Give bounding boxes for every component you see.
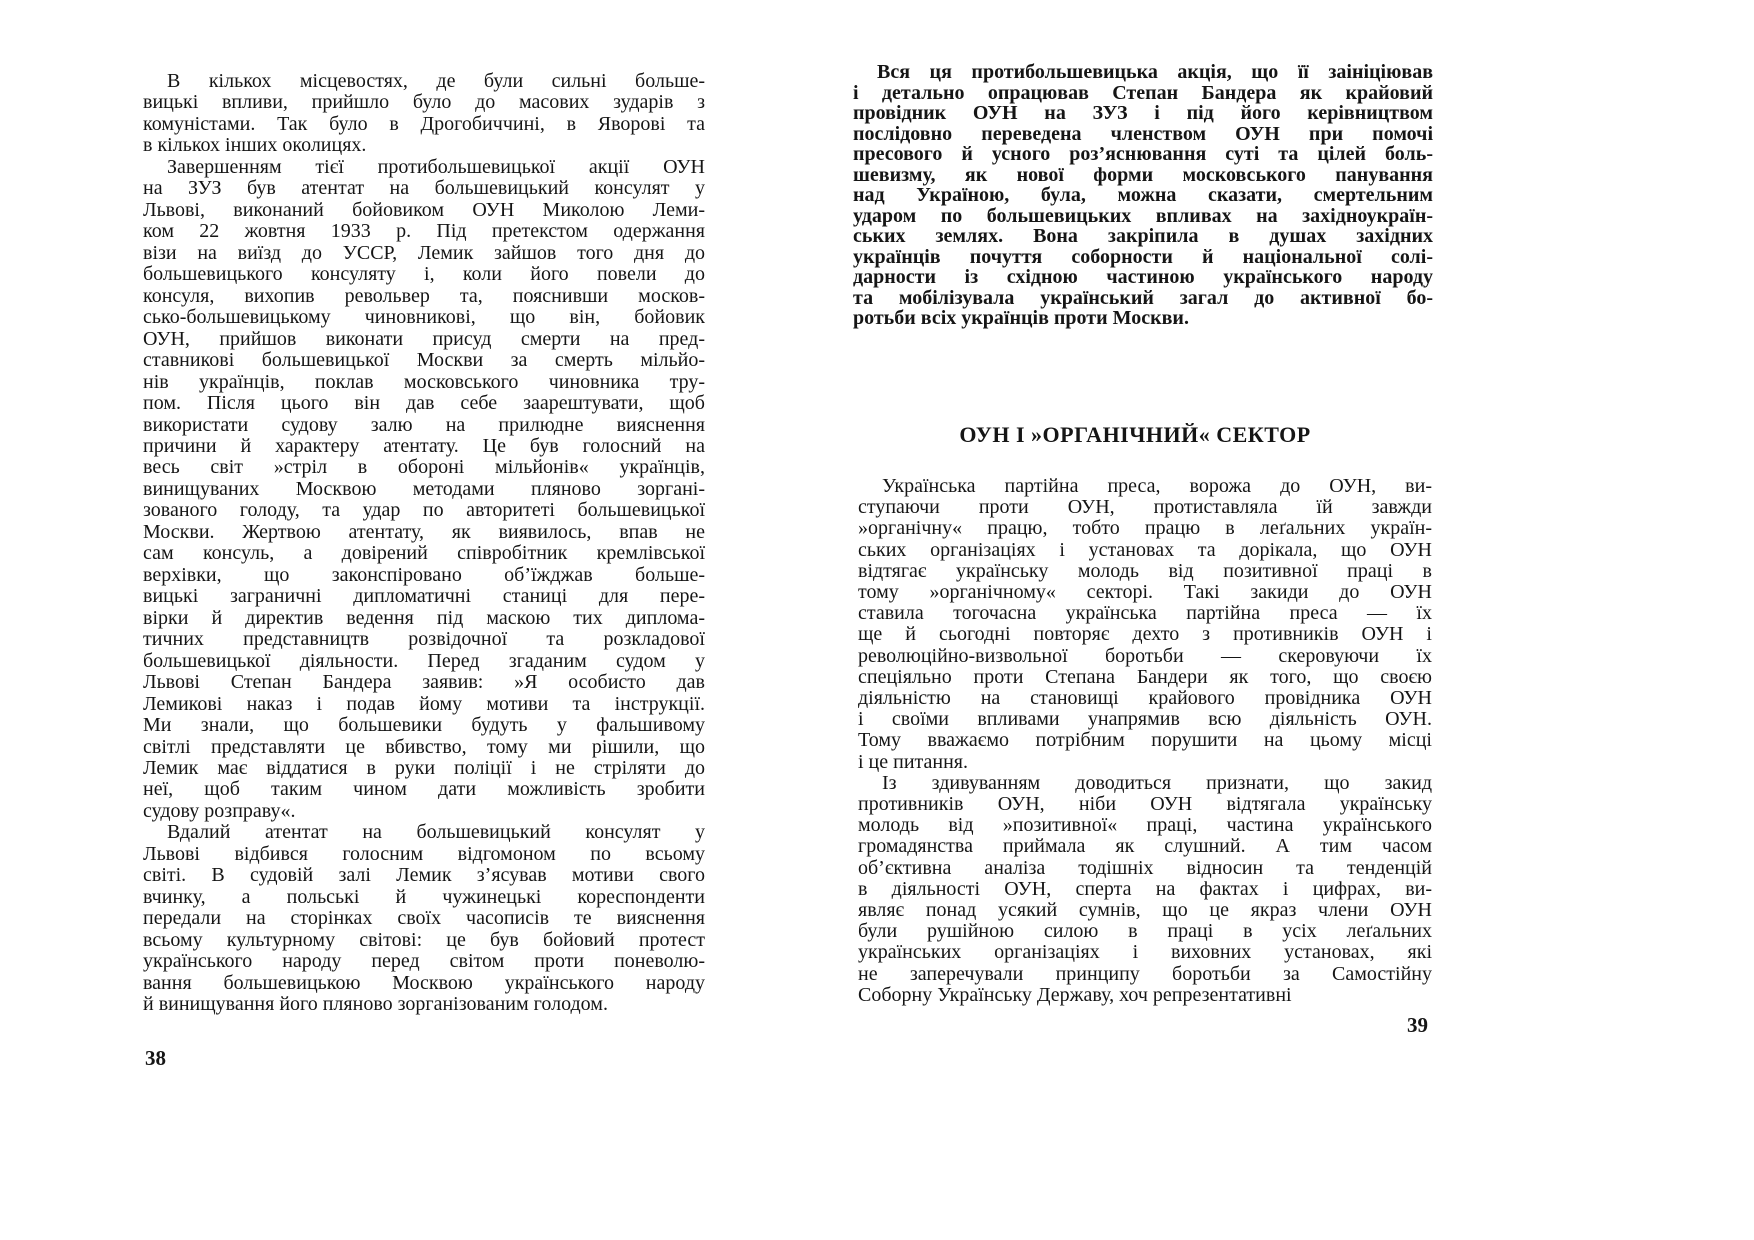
text-line: провідник ОУН на ЗУЗ і під його керівництвом	[853, 102, 1433, 124]
text-line: зованого голоду, та удар по авторитеті большевицької	[143, 499, 705, 522]
text-line: спеціяльно проти Степана Бандери як того, що своєю	[858, 665, 1432, 688]
paragraph	[143, 822, 705, 1015]
text-line: »органічну« працю, тобто працю в леґальних україн-	[858, 517, 1432, 540]
text-line: шевизму, як нової форми московського панування	[853, 163, 1433, 186]
page-number: 39	[1407, 1013, 1428, 1037]
text-line: большевицького консуляту і, коли його повели до	[143, 263, 705, 286]
text-line: Завершенням тієї протибольшевицької акції ОУН	[167, 155, 705, 178]
text-line: вицькі впливи, прийшло було до масових зударів з	[143, 91, 705, 114]
text-line: послідовно переведена членством ОУН при помочі	[853, 122, 1433, 145]
section-heading: ОУН І »ОРГАНІЧНИЙ« СЕКТОР	[959, 422, 1311, 447]
text-line: тому »органічному« секторі. Такі закиди до ОУН	[858, 581, 1432, 604]
text-line: й винищування його пляново зорганізованим голодом.	[143, 993, 608, 1016]
text-line: сам консуль, а довірений співробітник кремлівської	[143, 542, 705, 565]
text-line: об’єктивна аналіза тодішніх відносин та тенденцій	[858, 856, 1432, 879]
text-line: вання большевицькою Москвою українського народу	[143, 971, 705, 994]
text-line: і детально опрацював Степан Бандера як крайовий	[853, 81, 1433, 104]
text-line: українського народу перед світом проти поневолю-	[143, 950, 705, 973]
text-line: ставникові большевицької Москви за смерть мільйо-	[143, 349, 705, 372]
text-line: винищуваних Москвою методами пляново зоргані-	[143, 477, 705, 500]
paragraph	[143, 71, 705, 157]
text-line: громадянства приймала як слушний. А тим часом	[858, 835, 1432, 858]
text-line: та мобілізувала український загал до активної бо-	[853, 286, 1433, 309]
text-line: Львові, виконаний бойовиком ОУН Миколою Леми-	[143, 198, 705, 221]
text-line: весь світ »стріл в обороні мільйонів« українців,	[143, 456, 705, 479]
text-line: пресового й усного роз’яснювання суті та цілей боль-	[853, 143, 1433, 165]
right-page-bold-intro	[853, 62, 1433, 329]
text-line: Тому вважаємо потрібним порушити на цьому місці	[858, 729, 1432, 752]
text-line: і своїми впливами унапрямив всю діяльність ОУН.	[858, 708, 1432, 731]
text-line: над Україною, була, можна сказати, смертельним	[853, 184, 1433, 206]
text-line: Лемикові наказ і подав йому мотиви та інструкції.	[143, 692, 705, 715]
text-line: ще й сьогодні повторяє дехто з противників ОУН і	[858, 623, 1432, 646]
text-line: Вся ця протибольшевицька акція, що її заініціював	[877, 61, 1433, 83]
right-page-text	[858, 476, 1432, 1006]
text-line: світлі представляти це вбивство, тому ми рішили, що	[143, 735, 705, 758]
text-line: Ми знали, що большевики будуть у фальшивому	[143, 714, 705, 737]
text-line: неї, щоб таким чином дати можливість зробити	[143, 778, 705, 801]
text-line: Львові Степан Бандера заявив: »Я особисто дав	[143, 671, 705, 694]
page-number: 38	[145, 1046, 166, 1070]
text-line: революційно-визвольної боротьби — скеровуючи їх	[858, 644, 1432, 667]
left-page-text	[143, 71, 705, 1016]
text-line: діяльністю на становищі крайового провідника ОУН	[858, 687, 1432, 710]
text-line: Лемик має віддатися в руки поліції і не стріляти до	[143, 757, 705, 779]
paragraph	[858, 476, 1432, 773]
text-line: Москви. Жертвою атентату, як виявилось, впав не	[143, 520, 705, 543]
text-line: ступаючи проти ОУН, протиставляла їй завжди	[858, 496, 1432, 519]
text-line: і це питання.	[858, 750, 969, 773]
text-line: сько-большевицькому чиновникові, що він, бойовик	[143, 306, 705, 329]
text-line: вицькі заграничні дипломатичні станиці для пере-	[143, 585, 705, 608]
right-page	[853, 0, 1754, 1240]
text-line: ОУН, прийшов виконати присуд смерти на пред-	[143, 327, 705, 350]
text-line: передали на сторінках своїх часописів те вияснення	[143, 907, 705, 930]
text-line: тичних представництв розвідочної та розкладової	[143, 628, 705, 651]
text-line: ських організаціях і установах та дорікала, що ОУН	[858, 538, 1432, 561]
paragraph	[143, 157, 705, 823]
text-line: українських організаціях і виховних установах, які	[858, 941, 1432, 964]
text-line: в кількох інших околицях.	[143, 134, 367, 157]
text-line: являє понад усякий сумнів, що це якраз члени ОУН	[858, 899, 1432, 922]
text-line: большевицької діяльности. Перед згаданим судом у	[143, 649, 705, 672]
text-line: дарности із східною частиною українського народу	[853, 266, 1433, 288]
text-line: нів українців, поклав московського чиновника тру-	[143, 370, 705, 393]
text-line: В кількох місцевостях, де були сильні больше-	[167, 70, 705, 92]
text-line: судову розправу«.	[143, 799, 296, 822]
text-line: вірки й директив ведення під маскою тих диплома-	[143, 606, 705, 629]
text-line: ком 22 жовтня 1933 р. Під претекстом одержання	[143, 220, 705, 243]
text-line: комуністами. Так було в Дрогобиччині, в Яворові та	[143, 112, 705, 135]
text-line: Із здивуванням доводиться признати, що закид	[882, 771, 1432, 794]
text-line: світі. В судовій залі Лемик з’ясував мотиви свого	[143, 864, 705, 887]
text-line: відтягає українську молодь від позитивної праці в	[858, 559, 1432, 582]
text-line: Вдалий атентат на большевицький консулят у	[167, 821, 705, 844]
text-line: вчинку, а польські й чужинецькі кореспонденти	[143, 885, 705, 908]
text-line: ських землях. Вона закріпила в душах західних	[853, 225, 1433, 247]
text-line: Львові відбився голосним відгомоном по всьому	[143, 842, 705, 865]
text-line: молодь від »позитивної« праці, частина українського	[858, 814, 1432, 837]
text-line: використати судову залю на прилюдне вияснення	[143, 413, 705, 436]
text-line: Соборну Українську Державу, хоч репрезентативні	[858, 983, 1292, 1006]
text-line: ударом по большевицьких впливах на західноукраїн-	[853, 204, 1433, 227]
text-line: не заперечували принципу боротьби за Самостійну	[858, 962, 1432, 985]
text-line: Українська партійна преса, ворожа до ОУН, ви-	[882, 475, 1432, 497]
text-line: пом. Після цього він дав себе заарештувати, щоб	[143, 392, 705, 415]
text-line: були рушійною силою в праці в усіх леґальних	[858, 920, 1432, 943]
text-line: в діяльності ОУН, сперта на фактах і цифрах, ви-	[858, 877, 1432, 900]
text-line: противників ОУН, ніби ОУН відтягала українську	[858, 793, 1432, 816]
text-line: консуля, вихопив револьвер та, пояснивши москов-	[143, 284, 705, 307]
text-line: ставила тогочасна українська партійна преса — їх	[858, 602, 1432, 625]
text-line: всьому культурному світові: це був бойовий протест	[143, 928, 705, 951]
text-line: українців почуття соборности й національної солі-	[853, 245, 1433, 268]
text-line: на ЗУЗ був атентат на большевицький консулят у	[143, 177, 705, 200]
text-line: ротьби всіх українців проти Москви.	[853, 307, 1189, 329]
text-line: верхівки, що законспіровано об’їжджав больше-	[143, 563, 705, 586]
text-line: візи на виїзд до УССР, Лемик зайшов того дня до	[143, 241, 705, 264]
paragraph	[858, 773, 1432, 1006]
text-line: причини й характеру атентату. Це був голосний на	[143, 434, 705, 457]
paragraph	[853, 62, 1433, 329]
